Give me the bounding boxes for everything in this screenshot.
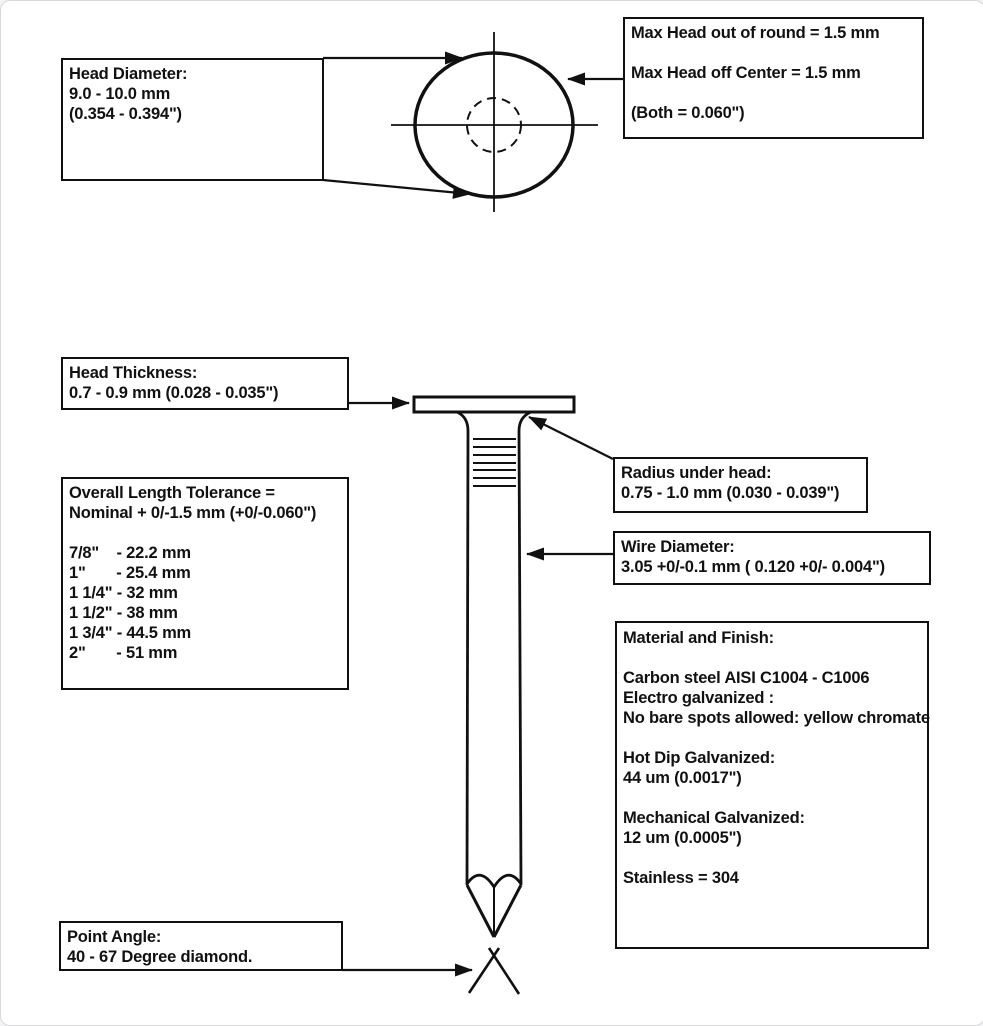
text-line: 9.0 - 10.0 mm xyxy=(69,85,171,103)
text-line xyxy=(623,728,921,748)
point-right-edge xyxy=(494,885,521,937)
text-line: (0.354 - 0.394") xyxy=(69,105,182,123)
text-line: 2" - 51 mm xyxy=(69,644,178,662)
point-angle-x-mark xyxy=(469,948,519,994)
text-line: Head Thickness: xyxy=(69,364,198,382)
text-line xyxy=(631,43,916,63)
text-line: 0.7 - 0.9 mm (0.028 - 0.035") xyxy=(69,384,279,402)
text-line: 44 um (0.0017") xyxy=(623,769,742,787)
text-line: 0.75 - 1.0 mm (0.030 - 0.039") xyxy=(621,484,840,502)
left-fillet xyxy=(457,412,468,431)
point-facet-left-arc xyxy=(467,875,494,887)
head-thickness-callout xyxy=(61,357,349,410)
text-line: Max Head out of round = 1.5 mm xyxy=(631,24,880,42)
text-line: Radius under head: xyxy=(621,464,772,482)
text-line: Overall Length Tolerance = xyxy=(69,484,275,502)
shank-left-edge xyxy=(467,431,468,885)
nail-side-view xyxy=(414,397,574,937)
point-left-edge xyxy=(467,885,494,937)
text-line: 40 - 67 Degree diamond. xyxy=(67,948,253,966)
max-head-tolerance-callout xyxy=(623,17,924,139)
grip-ring-lines xyxy=(473,439,516,486)
material-and-finish-callout xyxy=(615,621,929,949)
text-line xyxy=(623,648,921,668)
overall-length-tolerance-callout xyxy=(61,477,349,690)
right-fillet xyxy=(519,412,531,431)
text-line: Stainless = 304 xyxy=(623,869,739,887)
shank-right-edge xyxy=(519,431,521,885)
text-line xyxy=(69,523,341,543)
point-angle-callout xyxy=(59,921,343,971)
text-line: 3.05 +0/-0.1 mm ( 0.120 +0/- 0.004") xyxy=(621,558,885,576)
text-line xyxy=(623,788,921,808)
head-diameter-callout xyxy=(61,58,324,181)
text-line xyxy=(623,848,921,868)
text-line: Head Diameter: xyxy=(69,65,188,83)
text-line: 1" - 25.4 mm xyxy=(69,564,191,582)
text-line: Nominal + 0/-1.5 mm (+0/-0.060") xyxy=(69,504,317,522)
text-line: 1 3/4" - 44.5 mm xyxy=(69,624,192,642)
text-line: 1 1/4" - 32 mm xyxy=(69,584,178,602)
text-line xyxy=(631,83,916,103)
radius-under-head-leader xyxy=(529,417,613,459)
text-line: (Both = 0.060") xyxy=(631,104,745,122)
text-line: Mechanical Galvanized: xyxy=(623,809,805,827)
text-line: Wire Diameter: xyxy=(621,538,735,556)
wire-diameter-callout xyxy=(613,531,931,585)
text-line: Hot Dip Galvanized: xyxy=(623,749,776,767)
text-line: Point Angle: xyxy=(67,928,162,946)
text-line: 12 um (0.0005") xyxy=(623,829,742,847)
text-line: No bare spots allowed: yellow chromate xyxy=(623,709,930,727)
point-facet-right-arc xyxy=(494,875,521,887)
radius-under-head-callout xyxy=(613,457,868,513)
text-line: 1 1/2" - 38 mm xyxy=(69,604,178,622)
text-line: Material and Finish: xyxy=(623,629,774,647)
text-line: Carbon steel AISI C1004 - C1006 xyxy=(623,669,870,687)
text-line: 7/8" - 22.2 mm xyxy=(69,544,191,562)
nail-head-rect xyxy=(414,397,574,412)
text-line: Electro galvanized : xyxy=(623,689,774,707)
text-line: Max Head off Center = 1.5 mm xyxy=(631,64,861,82)
